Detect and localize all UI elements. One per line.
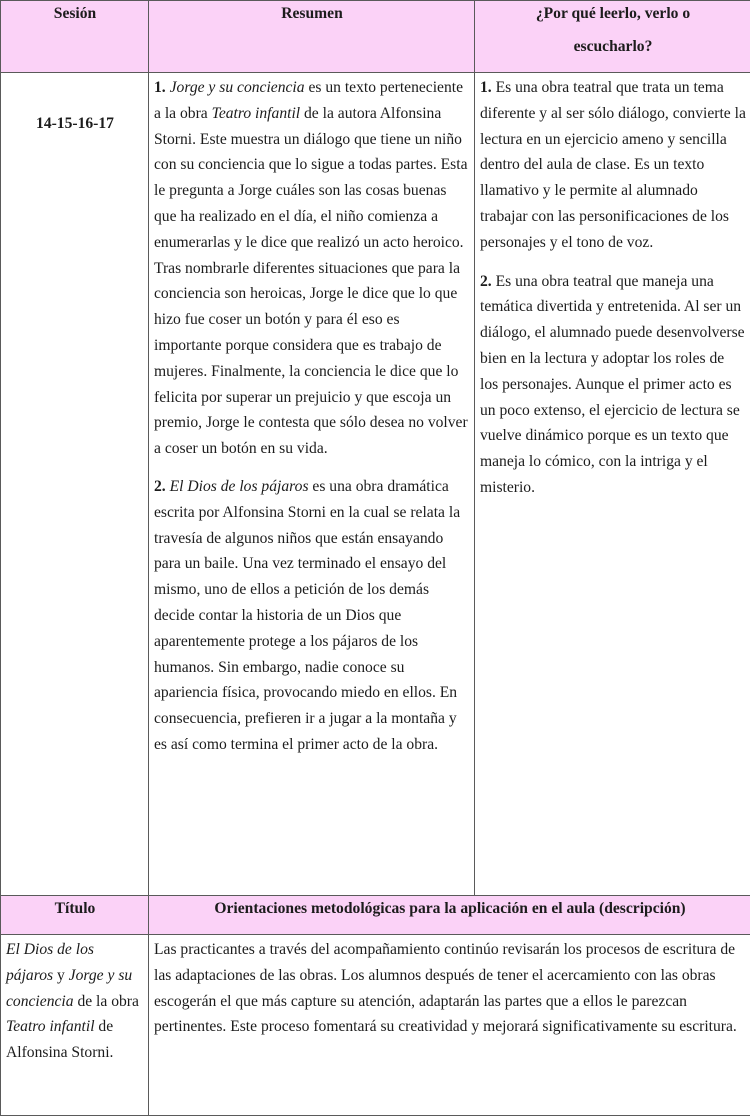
session-number-cell: 14-15-16-17 (1, 73, 149, 896)
reason-cell (475, 73, 750, 896)
header-sesion: Sesión (1, 1, 149, 73)
reason-item-2: 2. Es una obra teatral que maneja una temática divertida y entretenida. Al ser un diálogo, el alumnado puede desenvolverse bien en la lectura y adoptar los roles de los personajes. Aunque el primer acto es un poco extenso, el ejercicio de lectura se vuelve dinámico porque es un texto que maneja lo cómico, con la intriga y el misterio. (480, 269, 746, 501)
header-titulo: Título (1, 896, 149, 935)
reason-item-1: 1. Es una obra teatral que trata un tema diferente y al ser sólo diálogo, convierte la lectura en un ejercicio ameno y sencilla dentro del aula de clase. Es un texto llamativo y le permite al alumnado trabajar con las personificaciones de los personajes y el tono de voz. (480, 75, 746, 256)
header-orientaciones: Orientaciones metodológicas para la aplicación en el aula (descripción) (149, 896, 750, 935)
header-row-2 (1, 896, 750, 935)
header-resumen: Resumen (149, 1, 475, 73)
header-por-que: ¿Por qué leerlo, verlo o escucharlo? (475, 1, 750, 73)
header-row (1, 1, 750, 73)
summary-item-1: 1. Jorge y su conciencia es un texto perteneciente a la obra Teatro infantil de la autora Alfonsina Storni. Este muestra un diálogo que tiene un niño con su conciencia que lo sigue a todas partes. Esta le pregunta a Jorge cuáles son las cosas buenas que ha realizado en el día, el niño comienza a enumerarlas y le dice que realizó un acto heroico. Tras nombrarle diferentes situaciones que para la conciencia son heroicas, Jorge le dice que lo que hizo fue coser un botón y para él eso es importante porque considera que es trabajo de mujeres. Finalmente, la conciencia le dice que lo felicita por superar un prejuicio y que escoja un premio, Jorge le contesta que sólo desea no volver a coser un botón en su vida. (154, 75, 470, 462)
summary-cell (149, 73, 475, 896)
methodology-cell: Las practicantes a través del acompañamiento continúo revisarán los procesos de escritura de las adaptaciones de las obras. Los alumnos después de tener el acercamiento con las obras escogerán el que más capture su atención, adaptarán las partes que a ellos le parezcan pertinentes. Este proceso fomentará su creatividad y mejorará significativamente su escritura. (149, 935, 750, 1116)
summary-item-2: 2. El Dios de los pájaros es una obra dramática escrita por Alfonsina Storni en la cual se relata la travesía de algunos niños que están ensayando para un baile. Una vez terminado el ensayo del mismo, uno de ellos a petición de los demás decide contar la historia de un Dios que aparentemente protege a los pájaros de los humanos. Sin embargo, nadie conoce su apariencia física, provocando miedo en ellos. En consecuencia, prefieren ir a jugar a la montaña y es así como termina el primer acto de la obra. (154, 474, 470, 758)
title-cell: El Dios de los pájaros y Jorge y su conciencia de la obra Teatro infantil de Alfonsina Storni. (1, 935, 149, 1116)
methodology-row (1, 935, 750, 1116)
session-row (1, 73, 750, 896)
